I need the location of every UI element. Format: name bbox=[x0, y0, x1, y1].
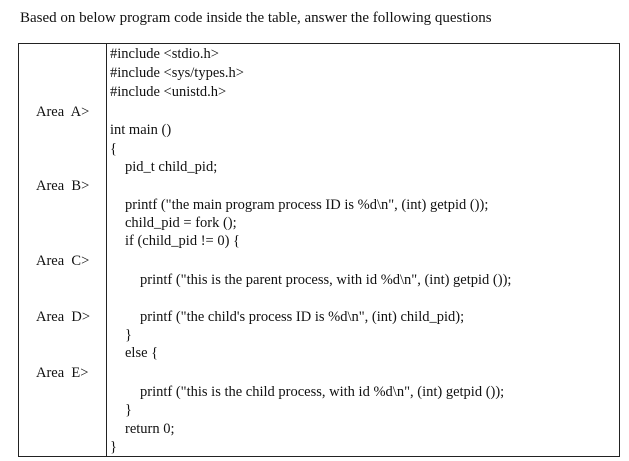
area-label-b: Area B> bbox=[36, 178, 90, 194]
code-line-open-brace: { bbox=[110, 141, 117, 157]
code-line-pid-decl: pid_t child_pid; bbox=[125, 159, 218, 175]
code-line-else: else { bbox=[125, 345, 159, 361]
area-label-c: Area C> bbox=[36, 253, 90, 269]
code-line-printf-main: printf ("the main program process ID is %d\n", (int) getpid ()); bbox=[125, 197, 489, 213]
area-label-e: Area E> bbox=[36, 365, 89, 381]
column-divider bbox=[106, 44, 107, 456]
code-line-if: if (child_pid != 0) { bbox=[125, 233, 241, 249]
code-line-include-unistd: #include <unistd.h> bbox=[110, 84, 227, 100]
code-line-close-else: } bbox=[125, 402, 132, 418]
code-line-main: int main () bbox=[110, 122, 172, 138]
code-line-close-main: } bbox=[110, 439, 117, 455]
area-label-a: Area A> bbox=[36, 104, 90, 120]
code-line-fork: child_pid = fork (); bbox=[125, 215, 237, 231]
code-line-printf-child-pid: printf ("the child's process ID is %d\n", (int) child_pid); bbox=[140, 309, 465, 325]
code-line-include-stdio: #include <stdio.h> bbox=[110, 46, 219, 62]
code-line-printf-child: printf ("this is the child process, with id %d\n", (int) getpid ()); bbox=[140, 384, 505, 400]
question-heading: Based on below program code inside the table, answer the following questions bbox=[20, 10, 492, 26]
code-table bbox=[18, 43, 620, 457]
code-line-close-if: } bbox=[125, 327, 132, 343]
code-line-include-types: #include <sys/types.h> bbox=[110, 65, 244, 81]
area-label-d: Area D> bbox=[36, 309, 91, 325]
code-line-return: return 0; bbox=[125, 421, 175, 437]
code-line-printf-parent: printf ("this is the parent process, with id %d\n", (int) getpid ()); bbox=[140, 272, 512, 288]
